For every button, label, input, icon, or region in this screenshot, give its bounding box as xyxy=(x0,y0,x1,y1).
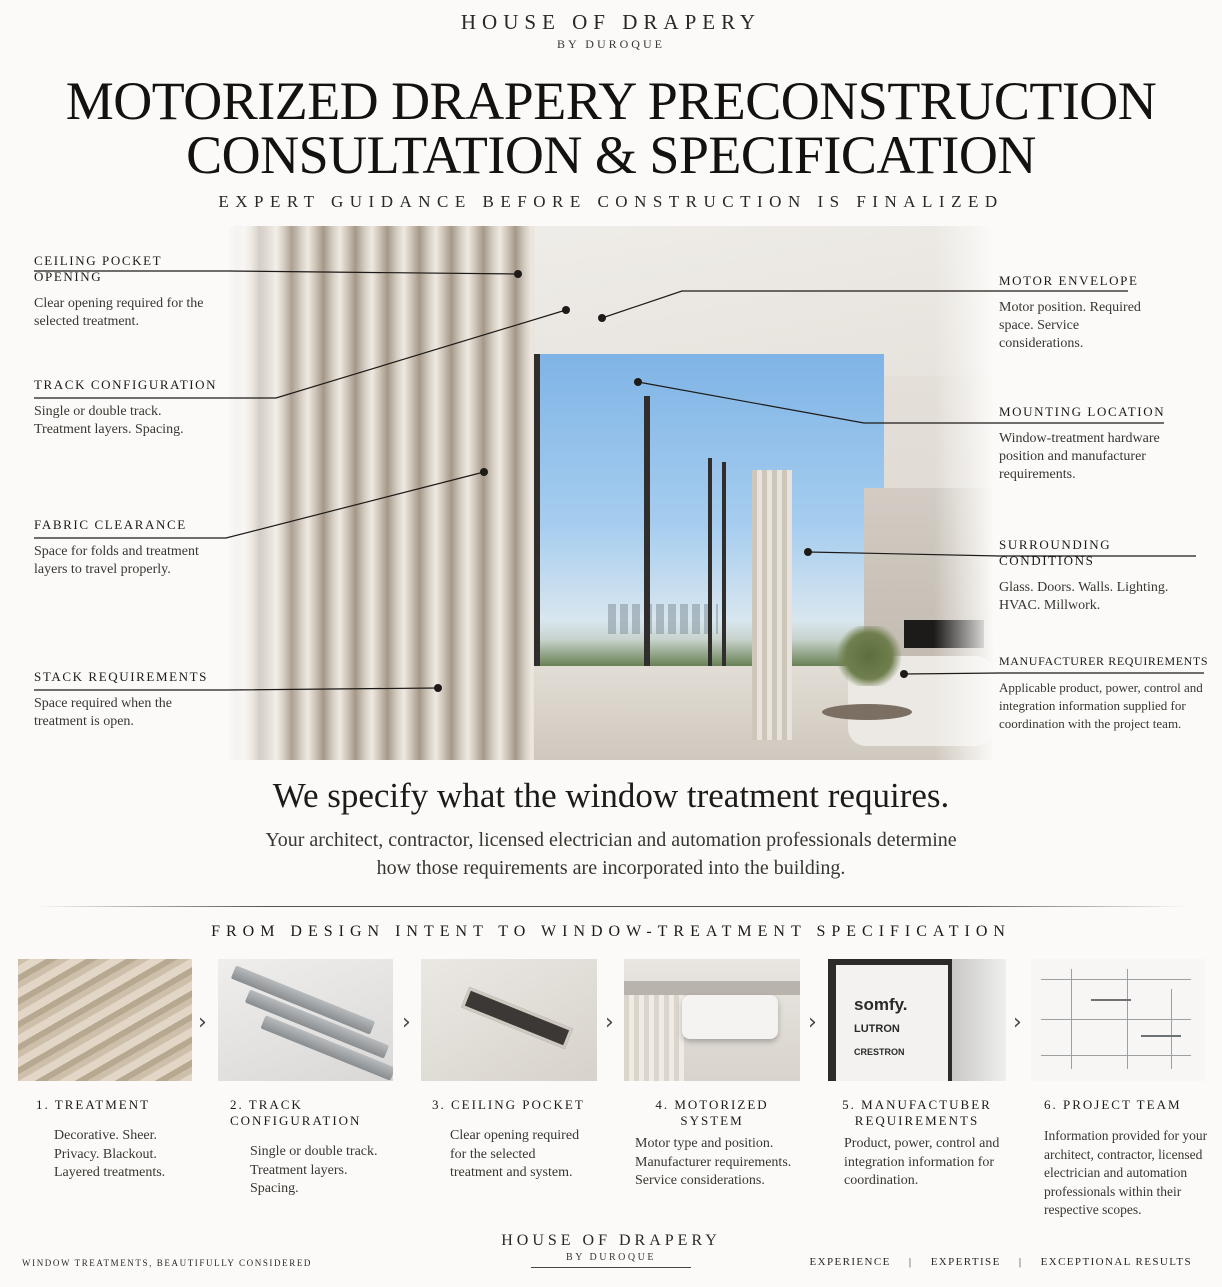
hero-image xyxy=(228,226,994,760)
callout-title: STACK REQUIREMENTS xyxy=(34,669,209,684)
chevron-right-icon: › xyxy=(402,1010,411,1035)
ceiling-pocket-image xyxy=(421,959,597,1081)
callout-title: CEILING POCKET OPENING xyxy=(34,253,162,284)
step-text: Information provided for your architect, contractor, licensed electrician and automation professionals within their respective scopes. xyxy=(1044,1128,1208,1217)
callout-fabric-clearance xyxy=(34,517,234,579)
footer-values xyxy=(810,1256,1192,1268)
step-text: Single or double track. Treatment layers. Spacing. xyxy=(250,1144,378,1196)
step-title: 2. TRACK CONFIGURATION xyxy=(230,1097,362,1128)
section-divider xyxy=(34,906,1188,907)
somfy-logo: somfy. xyxy=(854,995,908,1014)
statement-line-1: Your architect, contractor, licensed electrician and automation professionals determine xyxy=(265,829,957,851)
step-title: 4. MOTORIZED SYSTEM xyxy=(655,1097,769,1128)
process-step-ceiling-pocket xyxy=(421,959,611,1183)
footer-value-expertise: EXPERTISE xyxy=(930,1256,1001,1268)
step-text: Motor type and position. Manufacturer requirements. Service considerations. xyxy=(635,1136,792,1188)
process-step-manufacturer-requirements xyxy=(828,959,1018,1191)
step-title: 3. CEILING POCKET xyxy=(432,1097,585,1112)
callout-title: MOTOR ENVELOPE xyxy=(999,273,1139,288)
callout-text: Clear opening required for the selected treatment. xyxy=(34,296,204,329)
floor-plan-image xyxy=(1031,959,1205,1081)
page-title xyxy=(0,71,1222,185)
callout-text: Space for folds and treatment layers to travel properly. xyxy=(34,544,199,577)
process-step-treatment xyxy=(18,959,208,1183)
city-skyline xyxy=(608,604,718,634)
chevron-right-icon: › xyxy=(198,1010,207,1035)
callout-text: Glass. Doors. Walls. Lighting. HVAC. Millwork. xyxy=(999,580,1169,613)
chevron-right-icon: › xyxy=(808,1010,817,1035)
page-title-line-1: MOTORIZED DRAPERY PRECONSTRUCTION xyxy=(65,71,1157,131)
callout-text: Applicable product, power, control and integration information supplied for coordination with the project team. xyxy=(999,680,1203,731)
callout-mounting-location xyxy=(999,404,1209,484)
footer-separator: | xyxy=(908,1256,913,1268)
control-panel-image xyxy=(828,959,1006,1081)
chevron-right-icon: › xyxy=(605,1010,614,1035)
callout-surrounding-conditions xyxy=(999,537,1209,615)
callout-track-configuration xyxy=(34,377,234,439)
statement-line-2: how those requirements are incorporated into the building. xyxy=(376,857,846,879)
callout-text: Single or double track. Treatment layers. Spacing. xyxy=(34,404,184,437)
chevron-right-icon: › xyxy=(1013,1010,1022,1035)
callout-motor-envelope xyxy=(999,273,1209,353)
process-step-track-configuration xyxy=(218,959,408,1199)
brand-by: BY DUROQUE xyxy=(557,37,665,51)
callout-stack-requirements xyxy=(34,669,234,731)
crestron-logo: CRESTRON xyxy=(854,1047,905,1057)
callout-ceiling-pocket-opening xyxy=(34,253,234,331)
brand-header xyxy=(0,10,1222,52)
lutron-logo: LUTRON xyxy=(854,1023,900,1035)
callout-title: FABRIC CLEARANCE xyxy=(34,517,187,532)
coffee-table xyxy=(822,704,912,720)
footer-tagline: WINDOW TREATMENTS, BEAUTIFULLY CONSIDERED xyxy=(22,1258,313,1268)
step-text: Clear opening required for the selected treatment and system. xyxy=(450,1128,580,1180)
step-title: 6. PROJECT TEAM xyxy=(1044,1097,1182,1112)
callout-title: MANUFACTURER REQUIREMENTS xyxy=(999,654,1209,668)
callout-title: MOUNTING LOCATION xyxy=(999,404,1166,419)
brand-name: HOUSE OF DRAPERY xyxy=(460,10,762,34)
step-text: Product, power, control and integration information for coordination. xyxy=(844,1136,1000,1188)
step-title: 5. MANUFACTUBER REQUIREMENTS xyxy=(842,1097,992,1128)
step-title: 1. TREATMENT xyxy=(36,1097,151,1112)
process-step-project-team xyxy=(1031,959,1216,1220)
fabric-image xyxy=(18,959,192,1081)
track-profile-image xyxy=(218,959,393,1081)
step-text: Decorative. Sheer. Privacy. Blackout. Layered treatments. xyxy=(54,1128,166,1180)
footer-value-experience: EXPERIENCE xyxy=(809,1256,891,1268)
far-drapery xyxy=(752,470,792,740)
footer-brand-name: HOUSE OF DRAPERY xyxy=(501,1232,721,1249)
footer-separator: | xyxy=(1018,1256,1023,1268)
statement-body xyxy=(0,826,1222,882)
footer-brand-by: BY DUROQUE xyxy=(566,1252,656,1263)
callout-manufacturer-requirements xyxy=(999,654,1217,733)
motor-unit-image xyxy=(624,959,800,1081)
page-subtitle: EXPERT GUIDANCE BEFORE CONSTRUCTION IS FINALIZED xyxy=(218,192,1004,211)
process-step-motorized-system xyxy=(624,959,814,1191)
statement-headline: We specify what the window treatment requires. xyxy=(272,776,950,815)
plant xyxy=(834,626,904,686)
callout-text: Space required when the treatment is open. xyxy=(34,696,172,729)
process-title: FROM DESIGN INTENT TO WINDOW-TREATMENT SPECIFICATION xyxy=(211,923,1011,940)
callout-text: Window-treatment hardware position and manufacturer requirements. xyxy=(999,431,1160,482)
callout-title: SURROUNDING CONDITIONS xyxy=(999,537,1112,568)
callout-title: TRACK CONFIGURATION xyxy=(34,377,218,392)
footer-value-exceptional-results: EXCEPTIONAL RESULTS xyxy=(1040,1256,1192,1268)
page-title-line-2: CONSULTATION & SPECIFICATION xyxy=(186,125,1036,185)
callout-text: Motor position. Required space. Service considerations. xyxy=(999,300,1141,351)
